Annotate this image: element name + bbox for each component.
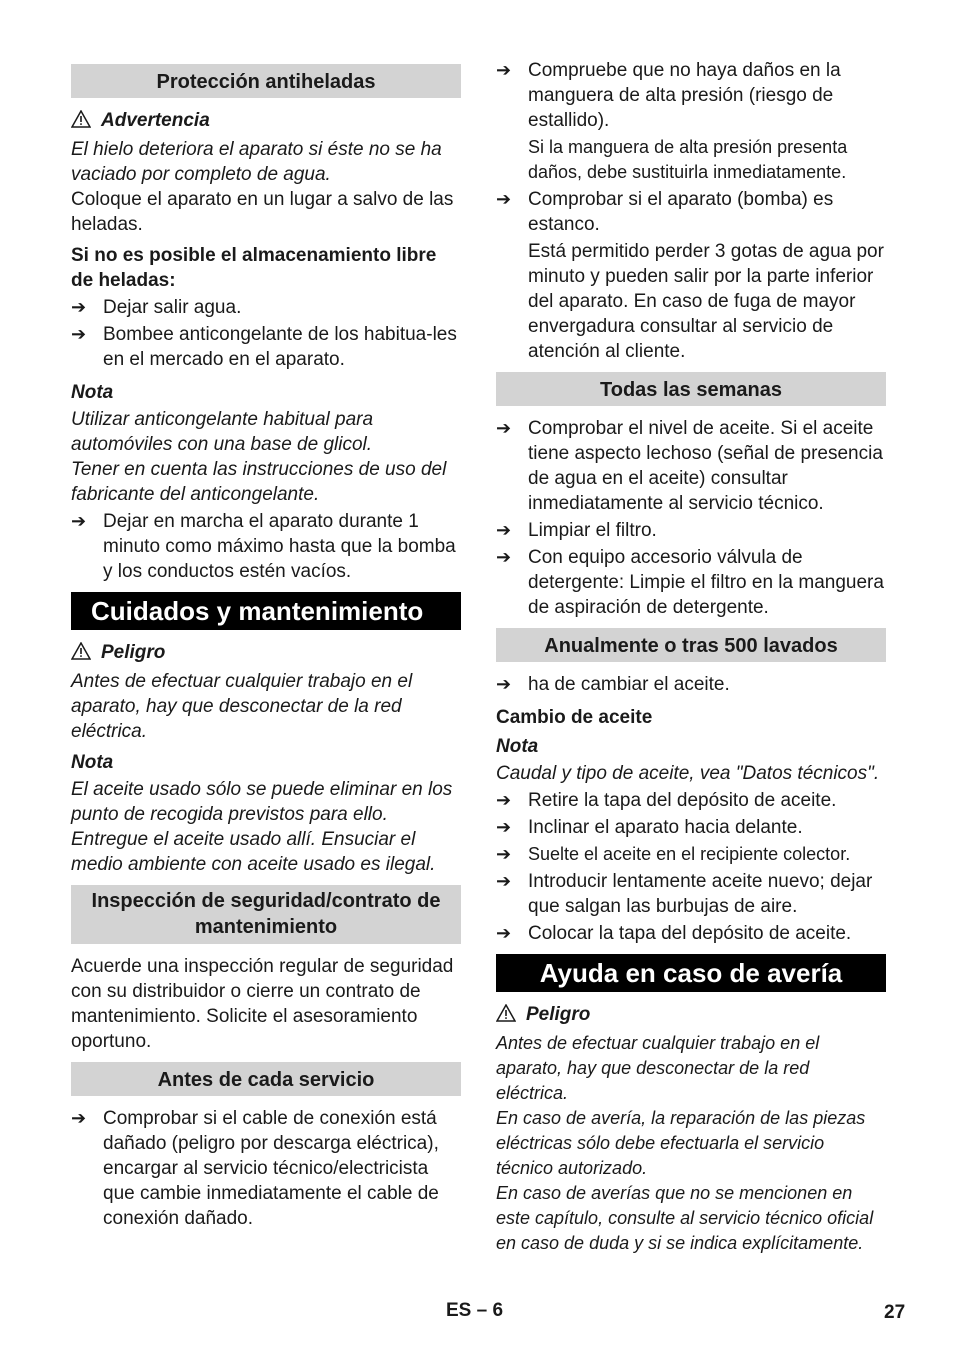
list-item: ➔ Comprobar si el aparato (bomba) es estanco. xyxy=(496,189,834,235)
arrow-right-icon: ➔ xyxy=(496,844,512,864)
heading-inspeccion: Inspección de seguridad/contrato de mantenimiento xyxy=(71,885,461,944)
arrow-right-icon: ➔ xyxy=(496,547,512,567)
note-text: El aceite usado sólo se puede eliminar en los punto de recogida previstos para ello. Entregue el aceite usado allí. Ensuciar el medio ambiente con aceite usado es ilegal. xyxy=(71,779,453,875)
warning-text: El hielo deteriora el aparato si éste no se ha vaciado por completo de agua. xyxy=(71,139,442,185)
left-column xyxy=(71,58,461,1233)
list-item: ➔ Retire la tapa del depósito de aceite. xyxy=(496,790,837,811)
danger-text: Antes de efectuar cualquier trabajo en el aparato, hay que desconectar de la red eléctrica. xyxy=(496,1033,820,1103)
arrow-right-icon: ➔ xyxy=(496,817,512,837)
list-item: ➔ Limpiar el filtro. xyxy=(496,520,657,541)
danger-text: En caso de avería, la reparación de las piezas eléctricas sólo debe efectuarla el servicio técnico autorizado. xyxy=(496,1108,866,1178)
heading-antes-servicio: Antes de cada servicio xyxy=(71,1062,461,1096)
note-label: Nota xyxy=(71,752,114,773)
list-item: ➔ Con equipo accesorio válvula de detergente: Limpie el filtro en la manguera de aspiración de detergente. xyxy=(496,547,884,618)
note-text: Si la manguera de alta presión presenta daños, debe sustituirla inmediatamente. xyxy=(528,137,848,182)
note-text: Utilizar anticongelante habitual para automóviles con una base de glicol. xyxy=(71,409,374,455)
heading-cuidados-mantenimiento: Cuidados y mantenimiento xyxy=(71,592,461,630)
list-item: ➔ ha de cambiar el aceite. xyxy=(496,674,730,695)
arrow-right-icon: ➔ xyxy=(496,189,512,209)
danger-label: Peligro xyxy=(496,1002,886,1029)
arrow-right-icon: ➔ xyxy=(496,520,512,540)
warning-triangle-icon xyxy=(496,1004,518,1029)
note-text: Está permitido perder 3 gotas de agua por minuto y pueden salir por la parte inferior del aparato. En caso de fuga de mayor envergadura consultar al servicio de atención al cliente. xyxy=(528,241,884,362)
arrow-right-icon: ➔ xyxy=(71,297,87,317)
list-item: ➔ Introducir lentamente aceite nuevo; dejar que salgan las burbujas de aire. xyxy=(496,871,873,917)
list-item: ➔ Dejar salir agua. xyxy=(71,297,242,318)
heading-anualmente: Anualmente o tras 500 lavados xyxy=(496,628,886,662)
note-text: Caudal y tipo de aceite, vea "Datos técnicos". xyxy=(496,763,880,784)
heading-ayuda-averia: Ayuda en caso de avería xyxy=(496,954,886,992)
heading-proteccion-antiheladas: Protección antiheladas xyxy=(71,64,461,98)
warning-triangle-icon xyxy=(71,110,93,135)
warning-triangle-icon xyxy=(71,642,93,667)
list-item: ➔ Comprobar si el cable de conexión está dañado (peligro por descarga eléctrica), encargar al servicio técnico/electricista que cambie inmediatamente el cable de conexión dañado. xyxy=(71,1108,439,1229)
warning-label: Advertencia xyxy=(71,108,461,135)
footer-section-label: ES – 6 xyxy=(446,1300,504,1321)
arrow-right-icon: ➔ xyxy=(496,60,512,80)
list-item: ➔ Bombee anticongelante de los habitua-les en el mercado en el aparato. xyxy=(71,324,457,370)
list-item: ➔ Colocar la tapa del depósito de aceite. xyxy=(496,923,852,944)
arrow-right-icon: ➔ xyxy=(71,1108,87,1128)
arrow-right-icon: ➔ xyxy=(71,324,87,344)
list-item: ➔ Suelte el aceite en el recipiente colector. xyxy=(496,842,886,867)
arrow-right-icon: ➔ xyxy=(496,418,512,438)
arrow-right-icon: ➔ xyxy=(496,923,512,943)
arrow-right-icon: ➔ xyxy=(496,674,512,694)
arrow-right-icon: ➔ xyxy=(496,871,512,891)
list-item: ➔ Comprobar el nivel de aceite. Si el aceite tiene aspecto lechoso (señal de presencia de agua en el aceite) consultar inmediatamente al servicio técnico. xyxy=(496,418,883,514)
danger-label: Peligro xyxy=(71,640,461,667)
arrow-right-icon: ➔ xyxy=(496,790,512,810)
heading-todas-semanas: Todas las semanas xyxy=(496,372,886,406)
list-item: ➔ Compruebe que no haya daños en la manguera de alta presión (riesgo de estallido). xyxy=(496,60,841,131)
subheading: Cambio de aceite xyxy=(496,707,653,728)
paragraph: Coloque el aparato en un lugar a salvo de las heladas. xyxy=(71,189,454,235)
right-column xyxy=(496,58,886,1256)
subheading: Si no es posible el almacenamiento libre de heladas: xyxy=(71,245,437,291)
note-label: Nota xyxy=(496,736,539,757)
paragraph: Acuerde una inspección regular de seguridad con su distribuidor o cierre un contrato de mantenimiento. Solicite el asesoramiento oportuno. xyxy=(71,956,454,1052)
arrow-right-icon: ➔ xyxy=(71,511,87,531)
page-number: 27 xyxy=(884,1302,906,1323)
danger-text: En caso de averías que no se mencionen en este capítulo, consulte al servicio técnico oficial en caso de duda y si se indica explícitamente. xyxy=(496,1183,874,1253)
note-text: Tener en cuenta las instrucciones de uso del fabricante del anticongelante. xyxy=(71,459,447,505)
list-item: ➔ Inclinar el aparato hacia delante. xyxy=(496,817,803,838)
list-item: ➔ Dejar en marcha el aparato durante 1 minuto como máximo hasta que la bomba y los conductos estén vacíos. xyxy=(71,511,456,582)
note-label: Nota xyxy=(71,382,114,403)
danger-text: Antes de efectuar cualquier trabajo en el aparato, hay que desconectar de la red eléctrica. xyxy=(71,671,413,742)
